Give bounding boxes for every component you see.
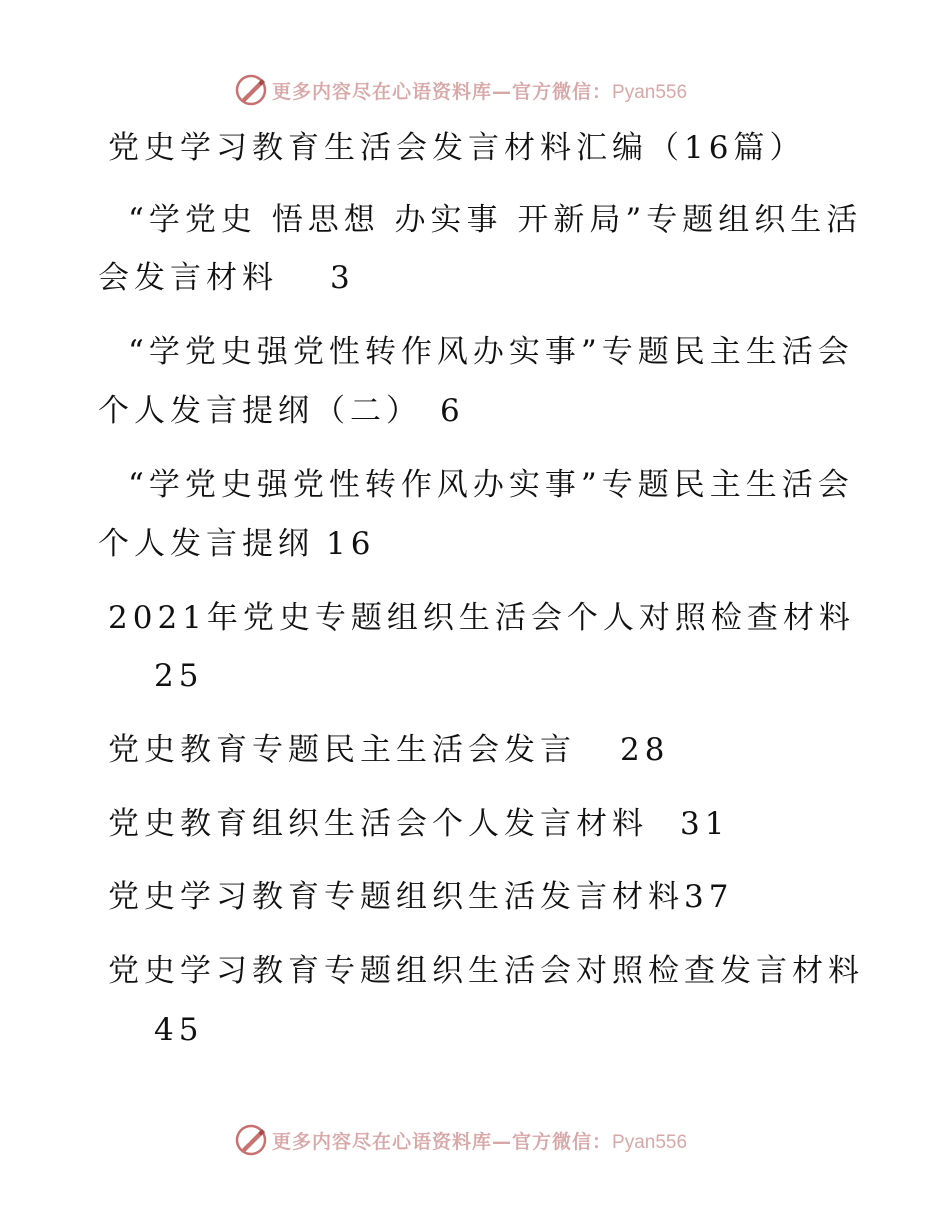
toc-entry-3-line1: “学党史强党性转作风办实事”专题民主生活会	[128, 467, 854, 503]
toc-entry-7: 党史学习教育专题组织生活发言材料37	[108, 879, 734, 915]
document-title: 党史学习教育生活会发言材料汇编（16篇）	[108, 130, 806, 166]
toc-entry-2-page: 6	[440, 393, 465, 429]
toc-entry-1-line1: “学党史 悟思想 办实事 开新局”专题组织生活	[128, 202, 863, 238]
toc-entry-4-page: 25	[154, 658, 204, 694]
toc-entry-6: 党史教育组织生活会个人发言材料 31	[108, 806, 730, 842]
pen-logo-icon	[234, 1123, 268, 1157]
toc-entry-3-line2: 个人发言提纲 16	[98, 526, 376, 562]
toc-entry-1-page: 3	[330, 260, 355, 296]
toc-entry-5-page: 28	[620, 732, 670, 768]
footer-watermark	[234, 1122, 687, 1158]
toc-entry-8-line1: 党史学习教育专题组织生活会对照检查发言材料	[108, 953, 864, 989]
toc-entry-3-page: 16	[326, 526, 376, 562]
toc-entry-2-line1: “学党史强党性转作风办实事”专题民主生活会	[128, 334, 854, 370]
toc-entry-6-page: 31	[680, 806, 730, 842]
toc-entry-1-line2: 会发言材料 3	[98, 260, 355, 296]
toc-entry-4-line1: 2021年党史专题组织生活会个人对照检查材料	[108, 600, 855, 636]
toc-entry-2-line2: 个人发言提纲（二） 6	[98, 393, 465, 429]
toc-entry-8-page: 45	[154, 1012, 204, 1048]
toc-entry-7-page: 37	[684, 879, 734, 915]
watermark-text: 更多内容尽在心语资料库—官方微信：Pyan556	[272, 80, 688, 103]
watermark-text: 更多内容尽在心语资料库—官方微信：Pyan556	[272, 1130, 688, 1153]
toc-entry-5: 党史教育专题民主生活会发言 28	[108, 732, 670, 768]
